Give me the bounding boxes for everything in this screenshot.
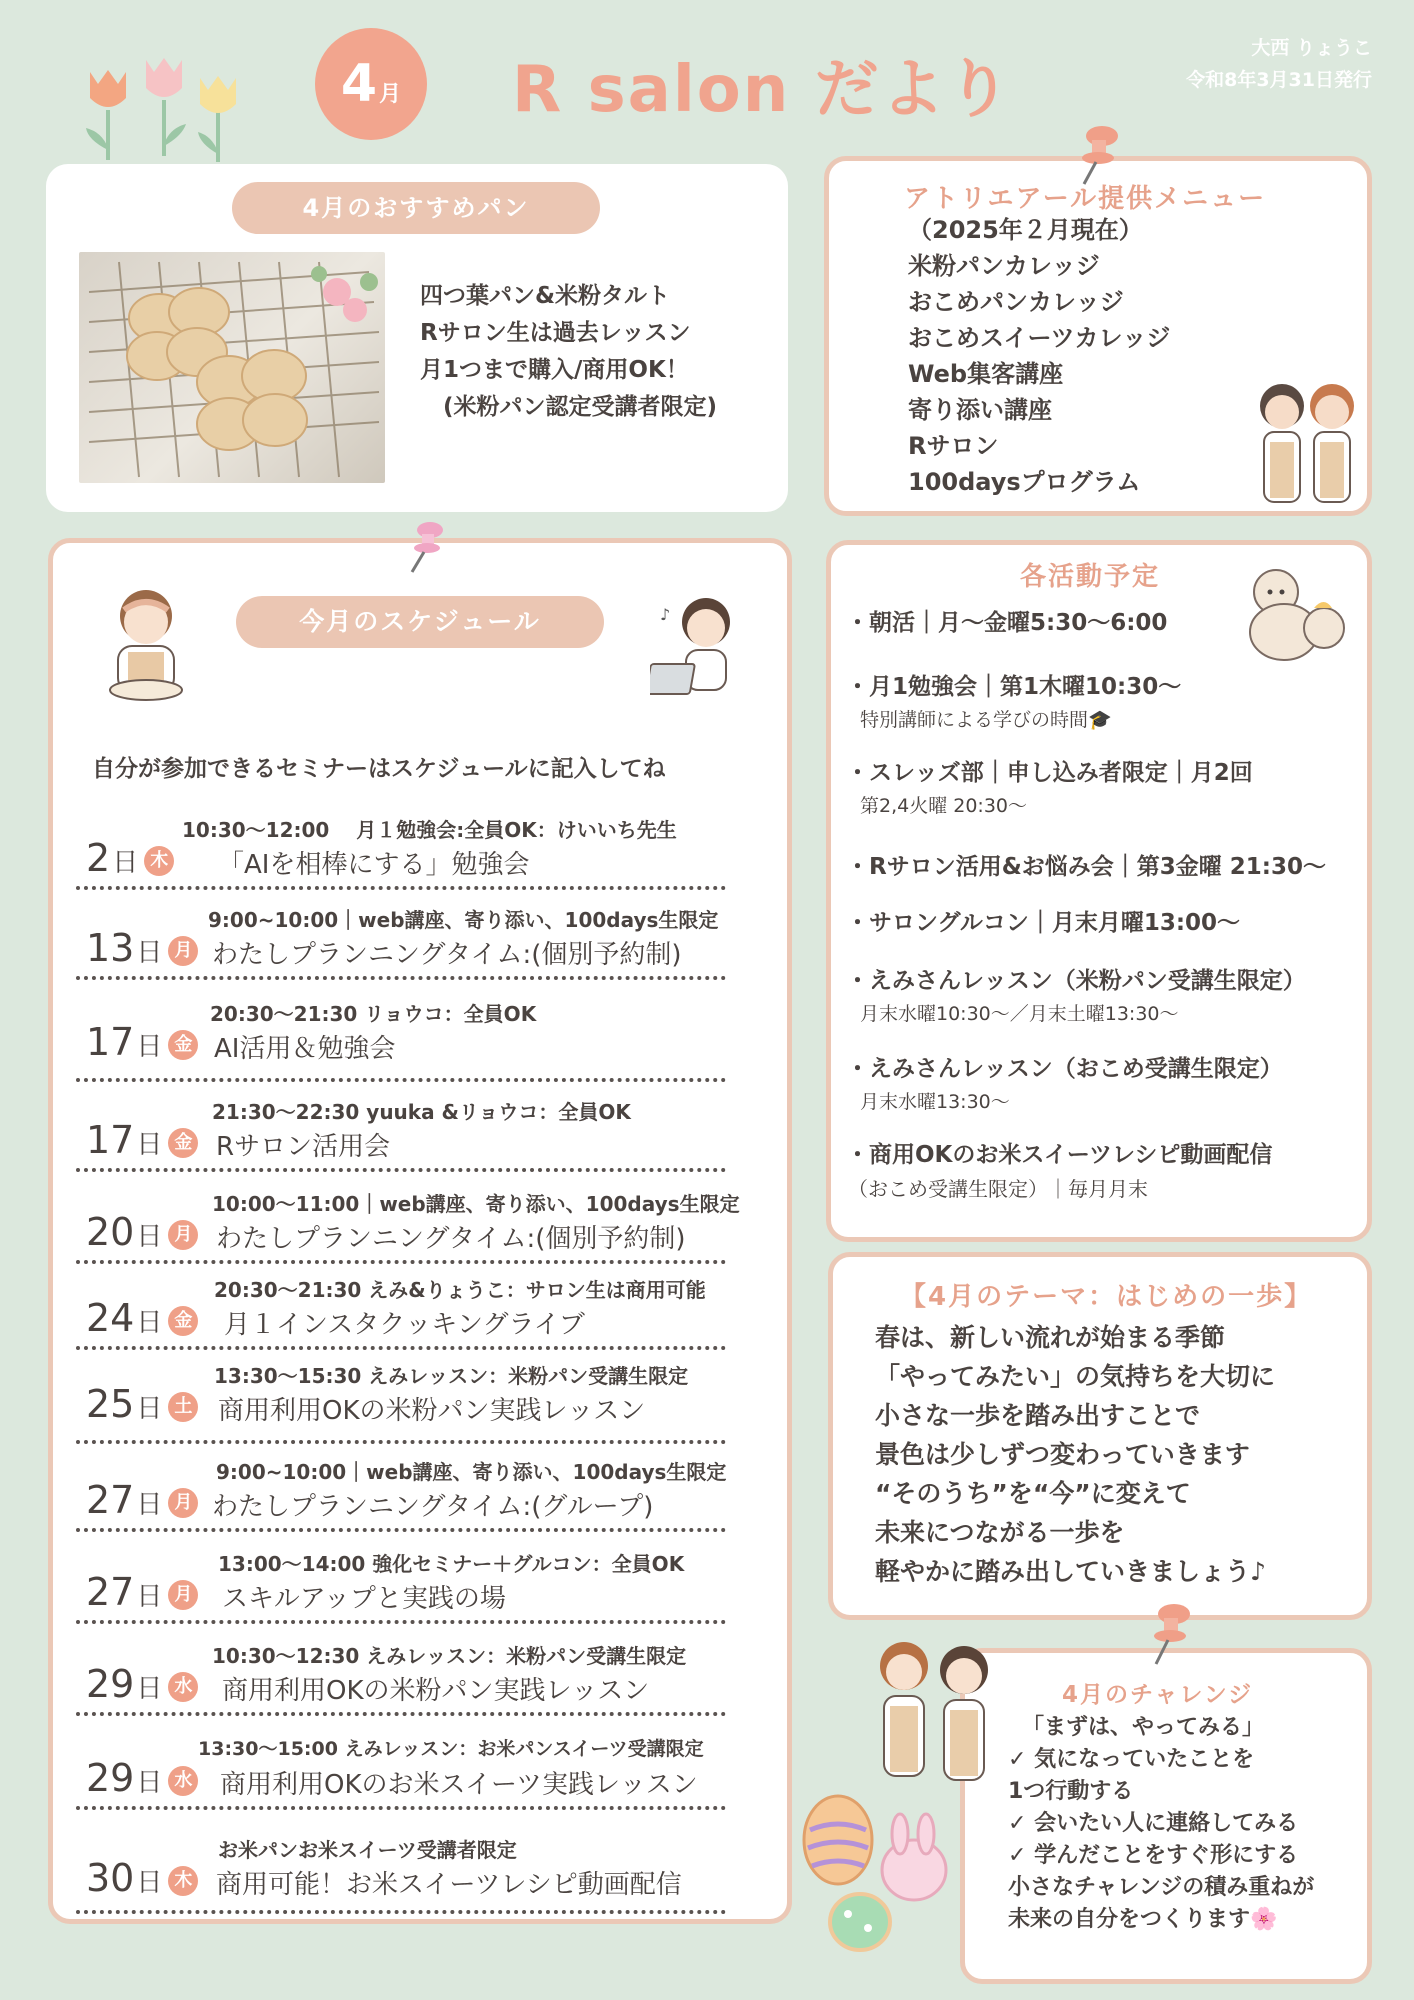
challenge-line: 「まずは、やってみる」	[1022, 1715, 1265, 1740]
weekday-badge: 水	[168, 1766, 198, 1796]
day-unit: 日	[136, 1490, 163, 1520]
activity-note: 月末水曜13:30〜	[860, 1091, 1010, 1113]
day-number: 29	[86, 1756, 135, 1800]
month-unit: 月	[379, 82, 402, 107]
schedule-date	[86, 1570, 198, 1614]
activity-item	[846, 962, 1306, 1026]
weekday-badge: 金	[168, 1030, 198, 1060]
atelier-menu-item: 100daysプログラム	[908, 468, 1141, 496]
day-unit: 日	[136, 1674, 163, 1704]
weekday-badge: 金	[168, 1306, 198, 1336]
theme-line: 小さな一歩を踏み出すことで	[875, 1401, 1201, 1430]
bread-photo	[79, 252, 385, 483]
weekday-badge: 月	[168, 936, 198, 966]
day-number: 24	[86, 1296, 135, 1340]
day-unit: 日	[136, 1582, 163, 1612]
activity-item	[846, 668, 1181, 732]
dotted-divider	[76, 1078, 726, 1082]
schedule-pill: 今月のスケジュール	[236, 596, 604, 648]
theme-line: 景色は少しずつ変わっていきます	[875, 1440, 1250, 1469]
atelier-menu-item: （2025年２月現在）	[908, 216, 1143, 244]
atelier-menu-item: Web集客講座	[908, 360, 1064, 388]
activity-item	[846, 754, 1253, 818]
dotted-divider	[76, 1440, 726, 1444]
schedule-title: Rサロン活用会	[216, 1132, 391, 1162]
challenge-line: 未来の自分をつくります🌸	[1008, 1907, 1278, 1932]
activity-main: ・月1勉強会｜第1木曜10:30〜	[846, 674, 1182, 700]
bread-icon	[79, 252, 385, 483]
activity-note: （おこめ受講生限定）｜毎月月末	[848, 1177, 1148, 1201]
schedule-time: 10:30〜12:00 月１勉強会:全員OK：けいいち先生	[182, 818, 677, 842]
day-number: 25	[86, 1382, 135, 1426]
weekday-badge: 月	[168, 1220, 198, 1250]
activity-main: ・朝活｜月〜金曜5:30〜6:00	[846, 610, 1168, 636]
day-unit: 日	[136, 1394, 163, 1424]
challenge-line: 1つ行動する	[1008, 1779, 1134, 1804]
dotted-divider	[76, 1260, 726, 1264]
schedule-title: わたしプランニングタイム:(グループ)	[212, 1492, 654, 1522]
day-unit: 日	[136, 938, 163, 968]
challenge-title: 4月のチャレンジ	[1062, 1682, 1254, 1708]
day-unit: 日	[136, 1768, 163, 1798]
weekday-badge: 木	[168, 1866, 198, 1896]
day-unit: 日	[136, 1222, 163, 1252]
schedule-title: 商用利用OKの米粉パン実践レッスン	[218, 1396, 646, 1426]
chick-illustration-icon	[1232, 562, 1362, 662]
schedule-date	[86, 1756, 198, 1800]
weekday-badge: 土	[168, 1392, 198, 1422]
bread-pill: 4月のおすすめパン	[232, 182, 600, 234]
schedule-date	[86, 1296, 198, 1340]
activity-main: ・えみさんレッスン（米粉パン受講生限定）	[846, 968, 1306, 994]
two-women-waving-illustration-icon	[868, 1630, 1002, 1790]
schedule-date	[86, 926, 198, 970]
schedule-time: 13:30〜15:30 えみレッスン：米粉パン受講生限定	[214, 1364, 689, 1388]
atelier-menu-item: 寄り添い講座	[908, 396, 1052, 424]
challenge-line: ✓ 学んだことをすぐ形にする	[1008, 1843, 1299, 1868]
schedule-title: AI活用＆勉強会	[214, 1034, 396, 1064]
activity-main: ・商用OKのお米スイーツレシピ動画配信	[846, 1142, 1273, 1168]
activity-main: ・サロングルコン｜月末月曜13:00〜	[846, 910, 1241, 936]
day-number: 27	[86, 1570, 135, 1614]
dotted-divider	[76, 976, 726, 980]
dotted-divider	[76, 1806, 726, 1810]
month-number: 4	[340, 54, 378, 114]
schedule-time: 13:00〜14:00 強化セミナー＋グルコン：全員OK	[218, 1552, 685, 1576]
activity-item	[846, 848, 1326, 881]
dotted-divider	[76, 1346, 726, 1350]
author-name: 大西 りょうこ	[1251, 37, 1372, 59]
weekday-badge: 木	[144, 846, 174, 876]
tulip-orange-icon	[86, 70, 126, 160]
dotted-divider	[76, 1910, 726, 1914]
bread-line: 四つ葉パン&米粉タルト	[420, 283, 671, 309]
atelier-menu-item: おこめパンカレッジ	[908, 288, 1124, 316]
two-women-illustration-icon	[1242, 372, 1368, 512]
dotted-divider	[76, 1528, 726, 1532]
theme-line: 未来につながる一歩を	[875, 1518, 1125, 1547]
challenge-line: 小さなチャレンジの積み重ねが	[1008, 1875, 1315, 1900]
schedule-title: 商用可能！お米スイーツレシピ動画配信	[216, 1870, 682, 1900]
atelier-menu-item: 米粉パンカレッジ	[908, 252, 1100, 280]
weekday-badge: 月	[168, 1488, 198, 1518]
day-number: 20	[86, 1210, 135, 1254]
schedule-time: 20:30〜21:30 えみ&りょうこ：サロン生は商用可能	[214, 1278, 706, 1302]
month-badge	[315, 28, 427, 140]
activity-item	[846, 604, 1167, 637]
schedule-time: 20:30〜21:30 リョウコ：全員OK	[210, 1002, 537, 1026]
challenge-line: ✓ 会いたい人に連絡してみる	[1008, 1811, 1299, 1836]
theme-line: 軽やかに踏み出していきましょう♪	[875, 1557, 1266, 1586]
schedule-title: 商用利用OKのお米スイーツ実践レッスン	[220, 1770, 698, 1800]
atelier-title: アトリエアール提供メニュー	[904, 184, 1267, 214]
schedule-title: 商用利用OKの米粉パン実践レッスン	[222, 1676, 650, 1706]
bread-line: 月1つまで購入/商用OK！	[420, 357, 689, 383]
theme-text	[875, 1318, 1275, 1591]
tulip-yellow-icon	[198, 76, 236, 162]
tulip-pink-icon	[146, 58, 186, 156]
svg-text:♪: ♪	[660, 605, 671, 624]
dotted-divider	[76, 1620, 726, 1624]
activity-item	[846, 904, 1240, 937]
weekday-badge: 金	[168, 1128, 198, 1158]
baker-illustration-icon	[82, 582, 210, 706]
activity-main: ・えみさんレッスン（おこめ受講生限定）	[846, 1056, 1283, 1082]
schedule-time: 9:00~10:00｜web講座、寄り添い、100days生限定	[208, 908, 719, 932]
weekday-badge: 水	[168, 1672, 198, 1702]
activity-note: 第2,4火曜 20:30〜	[860, 795, 1028, 817]
day-number: 17	[86, 1020, 135, 1064]
schedule-date	[86, 1020, 198, 1064]
dotted-divider	[76, 1168, 726, 1172]
dotted-divider	[76, 886, 726, 890]
author-block	[1186, 32, 1372, 96]
day-unit: 日	[136, 1032, 163, 1062]
activity-note: 月末水曜10:30〜／月末土曜13:30〜	[860, 1003, 1179, 1025]
schedule-title: 月１インスタクッキングライブ	[224, 1310, 585, 1340]
theme-line: “そのうち”を“今”に変えて	[875, 1479, 1191, 1508]
day-number: 27	[86, 1478, 135, 1522]
day-number: 30	[86, 1856, 135, 1900]
bread-description	[420, 278, 717, 426]
bread-line: (米粉パン認定受講者限定)	[420, 394, 718, 420]
schedule-time: 10:00〜11:00｜web講座、寄り添い、100days生限定	[212, 1192, 740, 1216]
day-number: 29	[86, 1662, 135, 1706]
challenge-text	[1008, 1712, 1314, 1936]
schedule-title: わたしプランニングタイム:(個別予約制)	[212, 940, 682, 970]
theme-line: 「やってみたい」の気持ちを大切に	[875, 1362, 1276, 1391]
activity-main: ・スレッズ部｜申し込み者限定｜月2回	[846, 760, 1253, 786]
bread-line: Rサロン生は過去レッスン	[420, 320, 691, 346]
schedule-time: お米パンお米スイーツ受講者限定	[218, 1838, 517, 1862]
weekday-badge: 月	[168, 1580, 198, 1610]
schedule-date	[86, 1662, 198, 1706]
schedule-instruction: 自分が参加できるセミナーはスケジュールに記入してね	[92, 756, 666, 782]
schedule-title: スキルアップと実践の場	[222, 1584, 506, 1614]
schedule-time: 9:00~10:00｜web講座、寄り添い、100days生限定	[216, 1460, 727, 1484]
day-unit: 日	[136, 1308, 163, 1338]
activity-item	[846, 1050, 1283, 1114]
pushpin-icon	[1140, 1596, 1200, 1668]
theme-line: 春は、新しい流れが始まる季節	[875, 1323, 1226, 1352]
newsletter-title: R salon だより	[512, 53, 1013, 127]
pushpin-icon	[400, 516, 450, 576]
schedule-title: わたしプランニングタイム:(個別予約制)	[216, 1224, 686, 1254]
schedule-title: 「AIを相棒にする」勉強会	[218, 850, 530, 880]
schedule-date	[86, 1210, 198, 1254]
activities-title: 各活動予定	[1020, 562, 1161, 592]
day-unit: 日	[136, 1130, 163, 1160]
schedule-time: 21:30〜22:30 yuuka &リョウコ：全員OK	[212, 1100, 631, 1124]
schedule-date	[86, 1118, 198, 1162]
atelier-menu-list	[908, 212, 1170, 500]
day-number: 2	[86, 836, 111, 880]
day-number: 17	[86, 1118, 135, 1162]
schedule-date	[86, 1856, 198, 1900]
easter-cookies-icon	[796, 1790, 966, 1958]
laptop-woman-illustration-icon	[650, 590, 760, 708]
activity-note: 特別講師による学びの時間🎓	[860, 709, 1112, 731]
tulip-decoration	[78, 50, 248, 165]
day-unit: 日	[112, 848, 139, 878]
schedule-time: 10:30〜12:30 えみレッスン：米粉パン受講生限定	[212, 1644, 687, 1668]
schedule-time: 13:30〜15:00 えみレッスン：お米パンスイーツ受講限定	[198, 1738, 704, 1760]
issue-date: 令和8年3月31日発行	[1186, 69, 1372, 91]
theme-title: 【4月のテーマ：はじめの一歩】	[900, 1282, 1313, 1312]
schedule-date	[86, 836, 174, 880]
atelier-menu-item: おこめスイーツカレッジ	[908, 324, 1171, 352]
day-number: 13	[86, 926, 135, 970]
atelier-menu-item: Rサロン	[908, 432, 999, 460]
day-unit: 日	[136, 1868, 163, 1898]
schedule-date	[86, 1478, 198, 1522]
schedule-date	[86, 1382, 198, 1426]
activity-item	[846, 1136, 1272, 1202]
challenge-line: ✓ 気になっていたことを	[1008, 1747, 1255, 1772]
activity-main: ・Rサロン活用&お悩み会｜第3金曜 21:30〜	[846, 854, 1326, 880]
dotted-divider	[76, 1712, 726, 1716]
